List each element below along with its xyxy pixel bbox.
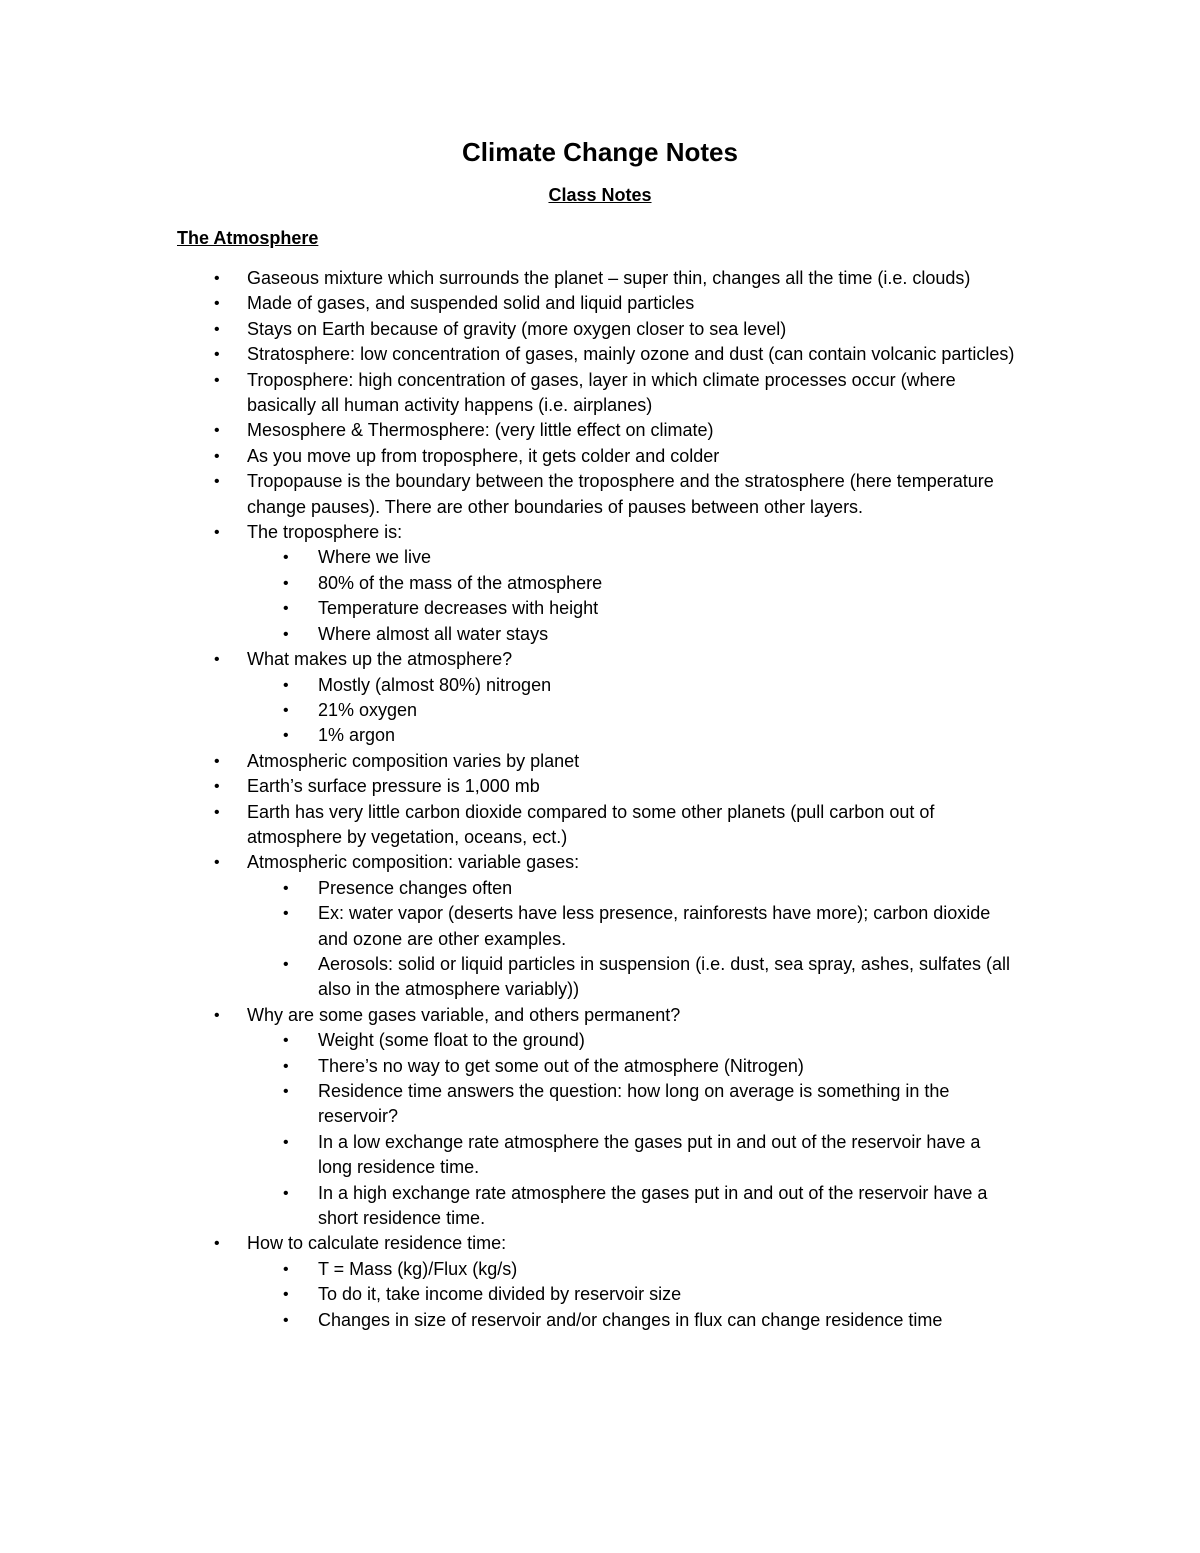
document-title: Climate Change Notes: [462, 137, 738, 167]
sub-bullet-item: • In a high exchange rate atmosphere the gases put in and out of the reservoir have a short residence time.: [318, 1181, 1018, 1232]
bullet-item: • Earth has very little carbon dioxide compared to some other planets (pull carbon out of atmosphere by vegetation, oceans, ect.): [247, 800, 1027, 851]
sub-bullet-item: • Mostly (almost 80%) nitrogen: [318, 673, 1018, 698]
bullet-item: • Why are some gases variable, and others permanent?: [247, 1003, 1027, 1028]
bullet-item: • Stays on Earth because of gravity (more oxygen closer to sea level): [247, 317, 1027, 342]
bullet-item: • Earth’s surface pressure is 1,000 mb: [247, 774, 1027, 799]
sub-bullet-item: • Temperature decreases with height: [318, 596, 1018, 621]
sub-bullet-item: • Where almost all water stays: [318, 622, 1018, 647]
sub-bullet-item: • Presence changes often: [318, 876, 1018, 901]
bullet-item: • The troposphere is:: [247, 520, 1027, 545]
sub-bullet-item: • Where we live: [318, 545, 1018, 570]
bullet-item: • What makes up the atmosphere?: [247, 647, 1027, 672]
bullet-item: • As you move up from troposphere, it gets colder and colder: [247, 444, 1027, 469]
bullet-item: • Atmospheric composition: variable gases:: [247, 850, 1027, 875]
sub-bullet-item: • Weight (some float to the ground): [318, 1028, 1018, 1053]
document-subtitle: Class Notes: [548, 185, 652, 205]
bullet-item: • How to calculate residence time:: [247, 1231, 1027, 1256]
sub-bullet-item: • In a low exchange rate atmosphere the gases put in and out of the reservoir have a long residence time.: [318, 1130, 1018, 1181]
bullet-item: • Stratosphere: low concentration of gases, mainly ozone and dust (can contain volcanic particles): [247, 342, 1027, 367]
sub-bullet-item: • 21% oxygen: [318, 698, 1018, 723]
bullet-item: • Atmospheric composition varies by planet: [247, 749, 1027, 774]
bullet-item: • Made of gases, and suspended solid and liquid particles: [247, 291, 1027, 316]
sub-bullet-item: • Residence time answers the question: how long on average is something in the reservoir?: [318, 1079, 1018, 1130]
sub-bullet-item: • Ex: water vapor (deserts have less presence, rainforests have more); carbon dioxide and ozone are other examples.: [318, 901, 1018, 952]
bullet-item: • Mesosphere & Thermosphere: (very little effect on climate): [247, 418, 1027, 443]
bullet-item: • Tropopause is the boundary between the troposphere and the stratosphere (here temperature change pauses). There are other boundaries of pauses between other layers.: [247, 469, 1027, 520]
bullet-item: • Troposphere: high concentration of gases, layer in which climate processes occur (where basically all human activity happens (i.e. airplanes): [247, 368, 1027, 419]
sub-bullet-item: • There’s no way to get some out of the atmosphere (Nitrogen): [318, 1054, 1018, 1079]
sub-bullet-item: • 80% of the mass of the atmosphere: [318, 571, 1018, 596]
sub-bullet-item: • T = Mass (kg)/Flux (kg/s): [318, 1257, 1018, 1282]
sub-bullet-item: • Aerosols: solid or liquid particles in suspension (i.e. dust, sea spray, ashes, sulfates (all also in the atmosphere variably)): [318, 952, 1018, 1003]
notes-list: [0, 266, 1200, 1333]
sub-bullet-item: • 1% argon: [318, 723, 1018, 748]
sub-bullet-item: • Changes in size of reservoir and/or changes in flux can change residence time: [318, 1308, 1018, 1333]
sub-bullet-item: • To do it, take income divided by reservoir size: [318, 1282, 1018, 1307]
bullet-item: • Gaseous mixture which surrounds the planet – super thin, changes all the time (i.e. clouds): [247, 266, 1027, 291]
section-heading: The Atmosphere: [177, 228, 319, 248]
